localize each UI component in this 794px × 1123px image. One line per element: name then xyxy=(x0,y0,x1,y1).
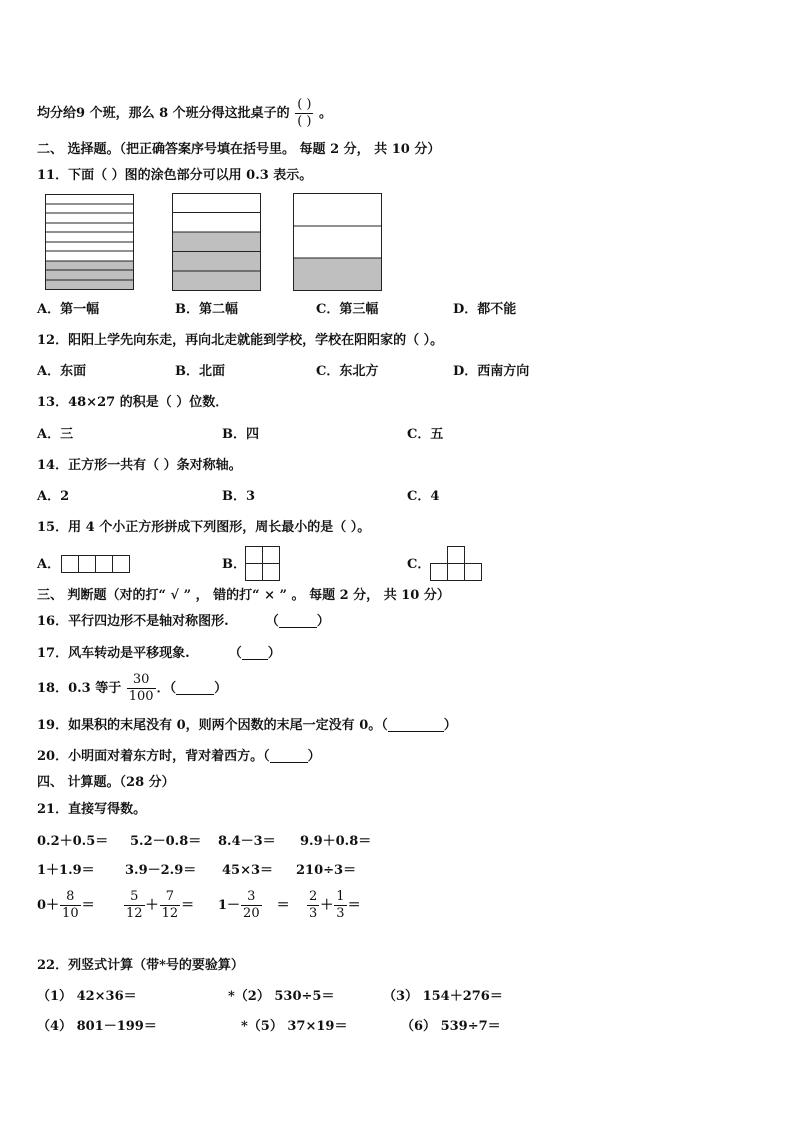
fraction-denominator: 12 xyxy=(126,906,143,921)
fraction-expr-suffix: ＝ xyxy=(181,898,195,913)
fraction xyxy=(334,889,346,922)
q16-line xyxy=(37,613,330,631)
intro-line xyxy=(37,97,332,130)
q22-text: 22．列竖式计算（带*号的要验算） xyxy=(37,958,244,973)
q21-item: 45×3＝ xyxy=(222,863,274,878)
fraction-numerator: 5 xyxy=(130,889,139,904)
q21-item: 1＋1.9＝ xyxy=(37,863,95,878)
fraction-expr-suffix: ＝ xyxy=(81,898,95,913)
q14-text: 14．正方形一共有（ ）条对称轴。 xyxy=(37,458,242,473)
q16-paren-right: ） xyxy=(316,614,330,629)
q11-option-a[interactable]: A．第一幅 xyxy=(37,302,100,317)
fraction-denominator: 12 xyxy=(161,906,179,921)
q20-text: 20．小明面对着东方时，背对着西方。（ xyxy=(37,749,270,764)
fraction xyxy=(124,889,145,922)
q15-option-b[interactable]: B． xyxy=(222,557,246,572)
q22-item-4: （4） 801－199＝ xyxy=(37,1019,157,1034)
section2-heading: 二、 选择题。（把正确答案序号填在括号里。 每题 2 分， 共 10 分） xyxy=(37,142,441,157)
fraction-operator: ＋ xyxy=(145,898,159,913)
q12-option-d[interactable]: D．西南方向 xyxy=(453,364,530,379)
q19-text: 19．如果积的末尾没有 0，则两个因数的末尾一定没有 0。（ xyxy=(37,718,388,733)
fraction-expr-prefix: 0＋ xyxy=(37,898,60,913)
q12-option-b[interactable]: B．北面 xyxy=(175,364,225,379)
q22-item-6: （6） 539÷7＝ xyxy=(401,1019,501,1034)
q21-fraction-item xyxy=(123,889,194,923)
q13-text: 13．48×27 的积是（ ）位数． xyxy=(37,395,229,410)
fraction-numerator: 7 xyxy=(165,889,174,904)
q11-figure-2 xyxy=(172,193,262,291)
q21-item: 0.2＋0.5＝ xyxy=(37,834,109,849)
q13-option-b[interactable]: B．四 xyxy=(222,427,259,442)
fraction-numerator: 1 xyxy=(336,889,345,904)
q15-shape-a xyxy=(61,555,131,575)
q21-item: 5.2－0.8＝ xyxy=(130,834,202,849)
q17-line xyxy=(37,645,281,663)
q21-item: 8.4－3＝ xyxy=(218,834,276,849)
q17-text: 17．风车转动是平移现象. xyxy=(37,646,190,661)
q11-text: 11．下面（ ）图的涂色部分可以用 0.3 表示。 xyxy=(37,168,313,183)
q15-shape-b xyxy=(245,546,281,582)
fraction-expr-suffix: ＝ xyxy=(347,898,361,913)
q18-post: ．（ xyxy=(156,681,177,696)
q22-item-1: （1） 42×36＝ xyxy=(37,989,137,1004)
fraction xyxy=(241,889,262,922)
q12-option-a[interactable]: A．东面 xyxy=(37,364,87,379)
q20-line xyxy=(37,748,321,766)
q16-answer-blank[interactable] xyxy=(279,613,317,628)
q17-paren-left: （ xyxy=(228,646,242,661)
q18-text: 18．0.3 等于 xyxy=(37,681,122,696)
q21-item: 9.9＋0.8＝ xyxy=(300,834,372,849)
q15-shape-c xyxy=(430,546,484,582)
intro-text: 均分给9 个班，那么 8 个班分得这批桌子的 xyxy=(37,106,290,121)
q16-text: 16．平行四边形不是轴对称图形. xyxy=(37,614,229,629)
q15-option-c[interactable]: C． xyxy=(407,557,431,572)
q15-text: 15．用 4 个小正方形拼成下列图形，周长最小的是（ ）。 xyxy=(37,520,371,535)
q11-figure-1 xyxy=(45,194,135,290)
q15-option-a[interactable]: A． xyxy=(37,557,61,572)
q12-text: 12．阳阳上学先向东走，再向北走就能到学校，学校在阳阳家的（ ）。 xyxy=(37,333,444,348)
fraction xyxy=(160,889,181,922)
q18-fraction-denominator: 100 xyxy=(128,689,154,704)
q14-option-b[interactable]: B．3 xyxy=(222,489,256,504)
q21-item: 210÷3＝ xyxy=(296,863,357,878)
q21-item: 3.9－2.9＝ xyxy=(125,863,197,878)
q18-fraction xyxy=(127,672,156,705)
q13-option-c[interactable]: C．五 xyxy=(407,427,444,442)
q13-option-a[interactable]: A．三 xyxy=(37,427,74,442)
q11-option-b[interactable]: B．第二幅 xyxy=(175,302,238,317)
q19-line xyxy=(37,717,457,735)
q21-text: 21．直接写得数。 xyxy=(37,802,147,817)
q17-paren-right: ） xyxy=(267,646,281,661)
q11-fig1-shaded xyxy=(46,261,134,290)
q11-option-c[interactable]: C．第三幅 xyxy=(316,302,379,317)
fraction xyxy=(60,889,81,922)
q22-item-2: *（2） 530÷5＝ xyxy=(228,989,335,1004)
section3-heading: 三、 判断题（对的打“ √ ” ， 错的打“ × ” 。 每题 2 分， 共 10 分） xyxy=(37,588,450,603)
q18-paren-right: ） xyxy=(214,681,228,696)
fraction-expr-prefix: 1－ xyxy=(218,898,241,913)
q22-item-3: （3） 154＋276＝ xyxy=(383,989,503,1004)
q11-option-d[interactable]: D．都不能 xyxy=(453,302,517,317)
q19-answer-blank[interactable] xyxy=(388,717,444,732)
fraction-denominator: 3 xyxy=(336,906,345,921)
fraction-numerator: 8 xyxy=(66,889,75,904)
q19-paren-right: ） xyxy=(443,718,457,733)
fraction-operator: ＋ xyxy=(320,898,334,913)
fraction-numerator: 2 xyxy=(309,889,318,904)
fraction-denominator: 10 xyxy=(62,906,79,921)
q11-fig3-shaded xyxy=(294,258,382,291)
q14-option-a[interactable]: A．2 xyxy=(37,489,70,504)
q18-line xyxy=(37,672,227,706)
q18-fraction-numerator: 30 xyxy=(132,672,150,687)
fraction-expr-suffix: ＝ xyxy=(276,898,290,913)
q21-fraction-item xyxy=(218,889,290,923)
q11-fig3-lines xyxy=(293,226,382,258)
fraction xyxy=(307,889,319,922)
q22-item-5: *（5） 37×19＝ xyxy=(241,1019,348,1034)
q21-fraction-item xyxy=(37,889,95,923)
section4-heading: 四、 计算题。（28 分） xyxy=(37,775,175,790)
q11-fig2-shaded xyxy=(173,232,261,291)
q17-answer-blank[interactable] xyxy=(242,645,268,660)
fraction-denominator: 20 xyxy=(243,906,260,921)
intro-answer-fraction xyxy=(295,97,313,130)
q12-option-c[interactable]: C．东北方 xyxy=(316,364,379,379)
q18-answer-blank[interactable] xyxy=(176,680,214,695)
q21-fraction-item xyxy=(306,889,361,923)
q16-paren-left: （ xyxy=(265,614,279,629)
q14-option-c[interactable]: C．4 xyxy=(407,489,440,504)
fraction-numerator-blank[interactable]: ( ) xyxy=(297,97,312,112)
q20-answer-blank[interactable] xyxy=(270,748,308,763)
q11-figure-3 xyxy=(293,193,383,291)
intro-end: 。 xyxy=(319,106,333,121)
q20-paren-right: ） xyxy=(307,749,321,764)
fraction-numerator: 3 xyxy=(247,889,256,904)
fraction-denominator: 3 xyxy=(309,906,318,921)
fraction-denominator-blank[interactable]: ( ) xyxy=(297,114,312,129)
